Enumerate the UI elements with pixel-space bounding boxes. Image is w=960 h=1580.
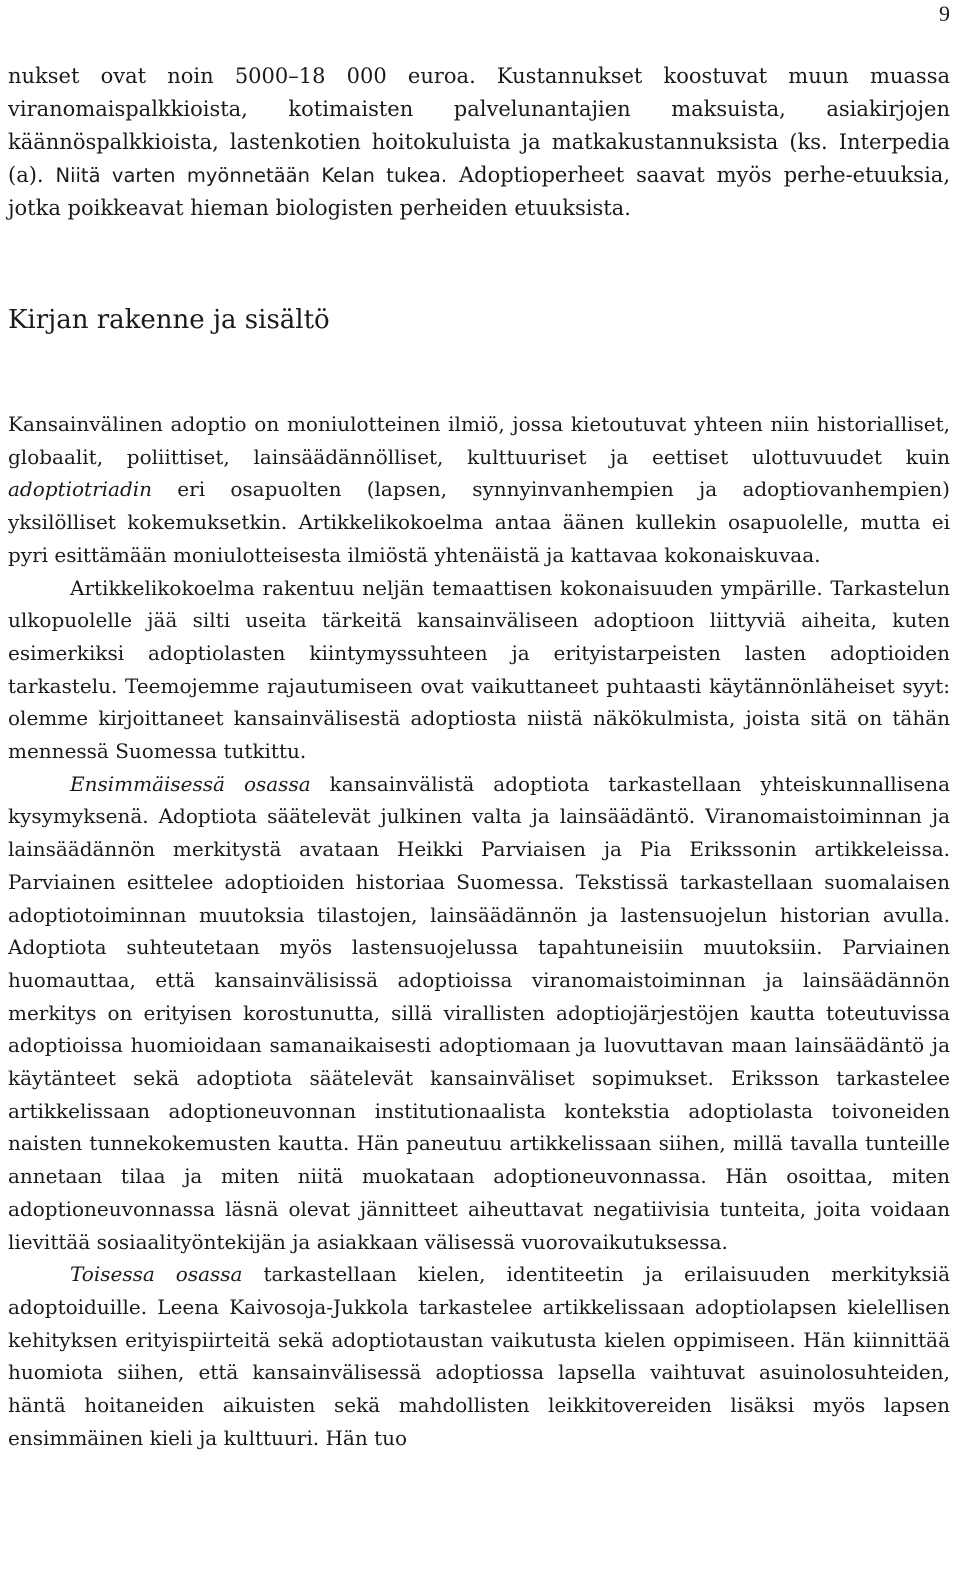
paragraph-1-emphasis: adoptiotriadin bbox=[8, 477, 153, 502]
paragraph-1-text-a: Kansainvälinen adoptio on moniulotteinen ilmiö, jossa kietoutuvat yhteen niin historialliset, globaalit, poliittiset, lainsäädännölliset, kulttuuriset ja eettiset ulottuvuudet kuin bbox=[8, 412, 950, 469]
intro-text-2: Niitä varten myönnetään Kelan tukea. bbox=[55, 164, 448, 187]
intro-text-3: Adoptioperheet saavat myös perhe-etuuksia, jotka poikkeavat hieman biologisten perheiden etuuksista. bbox=[8, 163, 950, 220]
paragraph-3-emphasis: Ensimmäisessä osassa bbox=[70, 771, 311, 796]
paragraph-2: Artikkelikokoelma rakentuu neljän temaattisen kokonaisuuden ympärille. Tarkastelun ulkopuolelle jää silti useita tärkeitä kansainväliseen adoptioon liittyviä aiheita, kuten esimerkiksi adoptiolasten kiintymyssuhteen ja erityistarpeisten lasten adoptioiden tarkastelu. Teemojemme rajautumiseen ovat vaikuttaneet puhtaasti käytännönläheiset syyt: olemme kirjoittaneet kansainvälisestä adoptiosta niistä näkökulmista, joista sitä on tähän mennessä Suomessa tutkittu. bbox=[8, 575, 950, 764]
paragraph-1-text-b: eri osapuolten (lapsen, synnyinvanhempien ja adoptiovanhempien) yksilölliset kokemuksetkin. Artikkelikokoelma antaa äänen kullekin osapuolelle, mutta ei pyri esittämään moniulotteisesta ilmiöstä yhtenäistä ja kattavaa kokonaiskuvaa. bbox=[8, 477, 950, 567]
paragraph-1 bbox=[8, 408, 950, 572]
section-heading: Kirjan rakenne ja sisältö bbox=[8, 305, 330, 335]
page-number: 9 bbox=[939, 1, 950, 26]
intro-paragraph bbox=[8, 60, 950, 225]
paragraph-4-text: tarkastellaan kielen, identiteetin ja erilaisuuden merkityksiä adoptoiduille. Leena Kaivosoja-Jukkola tarkastelee artikkelissaan adoptiolapsen kielellisen kehityksen erityispiirteitä sekä adoptiotaustan vaikutusta kielen oppimiseen. Hän kiinnittää huomiota siihen, että kansainvälisessä adoptiossa lapsella vaihtuvat asuinolosuhteiden, häntä hoitaneiden aikuisten sekä mahdollisten leikkitovereiden lisäksi myös lapsen ensimmäinen kieli ja kulttuuri. Hän tuo bbox=[8, 1262, 950, 1450]
paragraph-4 bbox=[8, 1258, 950, 1454]
section-body bbox=[8, 408, 950, 1455]
paragraph-3-text: kansainvälistä adoptiota tarkastellaan yhteiskunnallisena kysymyksenä. Adoptiota säätelevät julkinen valta ja lainsäädäntö. Viranomaistoiminnan ja lainsäädännön merkitystä avataan Heikki Parviaisen ja Pia Erikssonin artikkeleissa. Parviainen esittelee adoptioiden historiaa Suomessa. Tekstissä tarkastellaan suomalaisen adoptiotoiminnan muutoksia tilastojen, lainsäädännön ja lastensuojelun historian avulla. Adoptiota suhteutetaan myös lastensuojelussa tapahtuneisiin muutoksiin. Parviainen huomauttaa, että kansainvälisissä adoptioissa viranomaistoiminnan ja lainsäädännön merkitys on erityisen korostunutta, sillä virallisten adoptiojärjestöjen kautta toteutuvissa adoptioissa huomioidaan samanaikaisesti adoptiomaan ja luovuttavan maan lainsäädäntö ja käytänteet sekä adoptiota säätelevät kansainväliset sopimukset. Eriksson tarkastelee artikkelissaan adoptioneuvonnan institutionaalista kontekstia adoptiolasta toivoneiden naisten tunnekokemusten kautta. Hän paneutuu artikkelissaan siihen, millä tavalla tunteille annetaan tilaa ja miten niitä muokataan adoptioneuvonnassa. Hän osoittaa, miten adoptioneuvonnassa läsnä olevat jännitteet aiheuttavat negatiivisia tunteita, joita voidaan lievittää sosiaalityöntekijän ja asiakkaan välisessä vuorovaikutuksessa. bbox=[8, 771, 951, 1254]
paragraph-3 bbox=[8, 768, 950, 1259]
intro-text-1: nukset ovat noin 5000–18 000 euroa. Kustannukset koostuvat muun muassa viranomaispalkkioista, kotimaisten palvelunantajien maksuista, asiakirjojen käännöspalkkioista, lastenkotien hoitokuluista ja matkakustannuksista (ks. Interpedia (a). bbox=[8, 64, 950, 187]
paragraph-4-emphasis: Toisessa osassa bbox=[70, 1262, 243, 1287]
